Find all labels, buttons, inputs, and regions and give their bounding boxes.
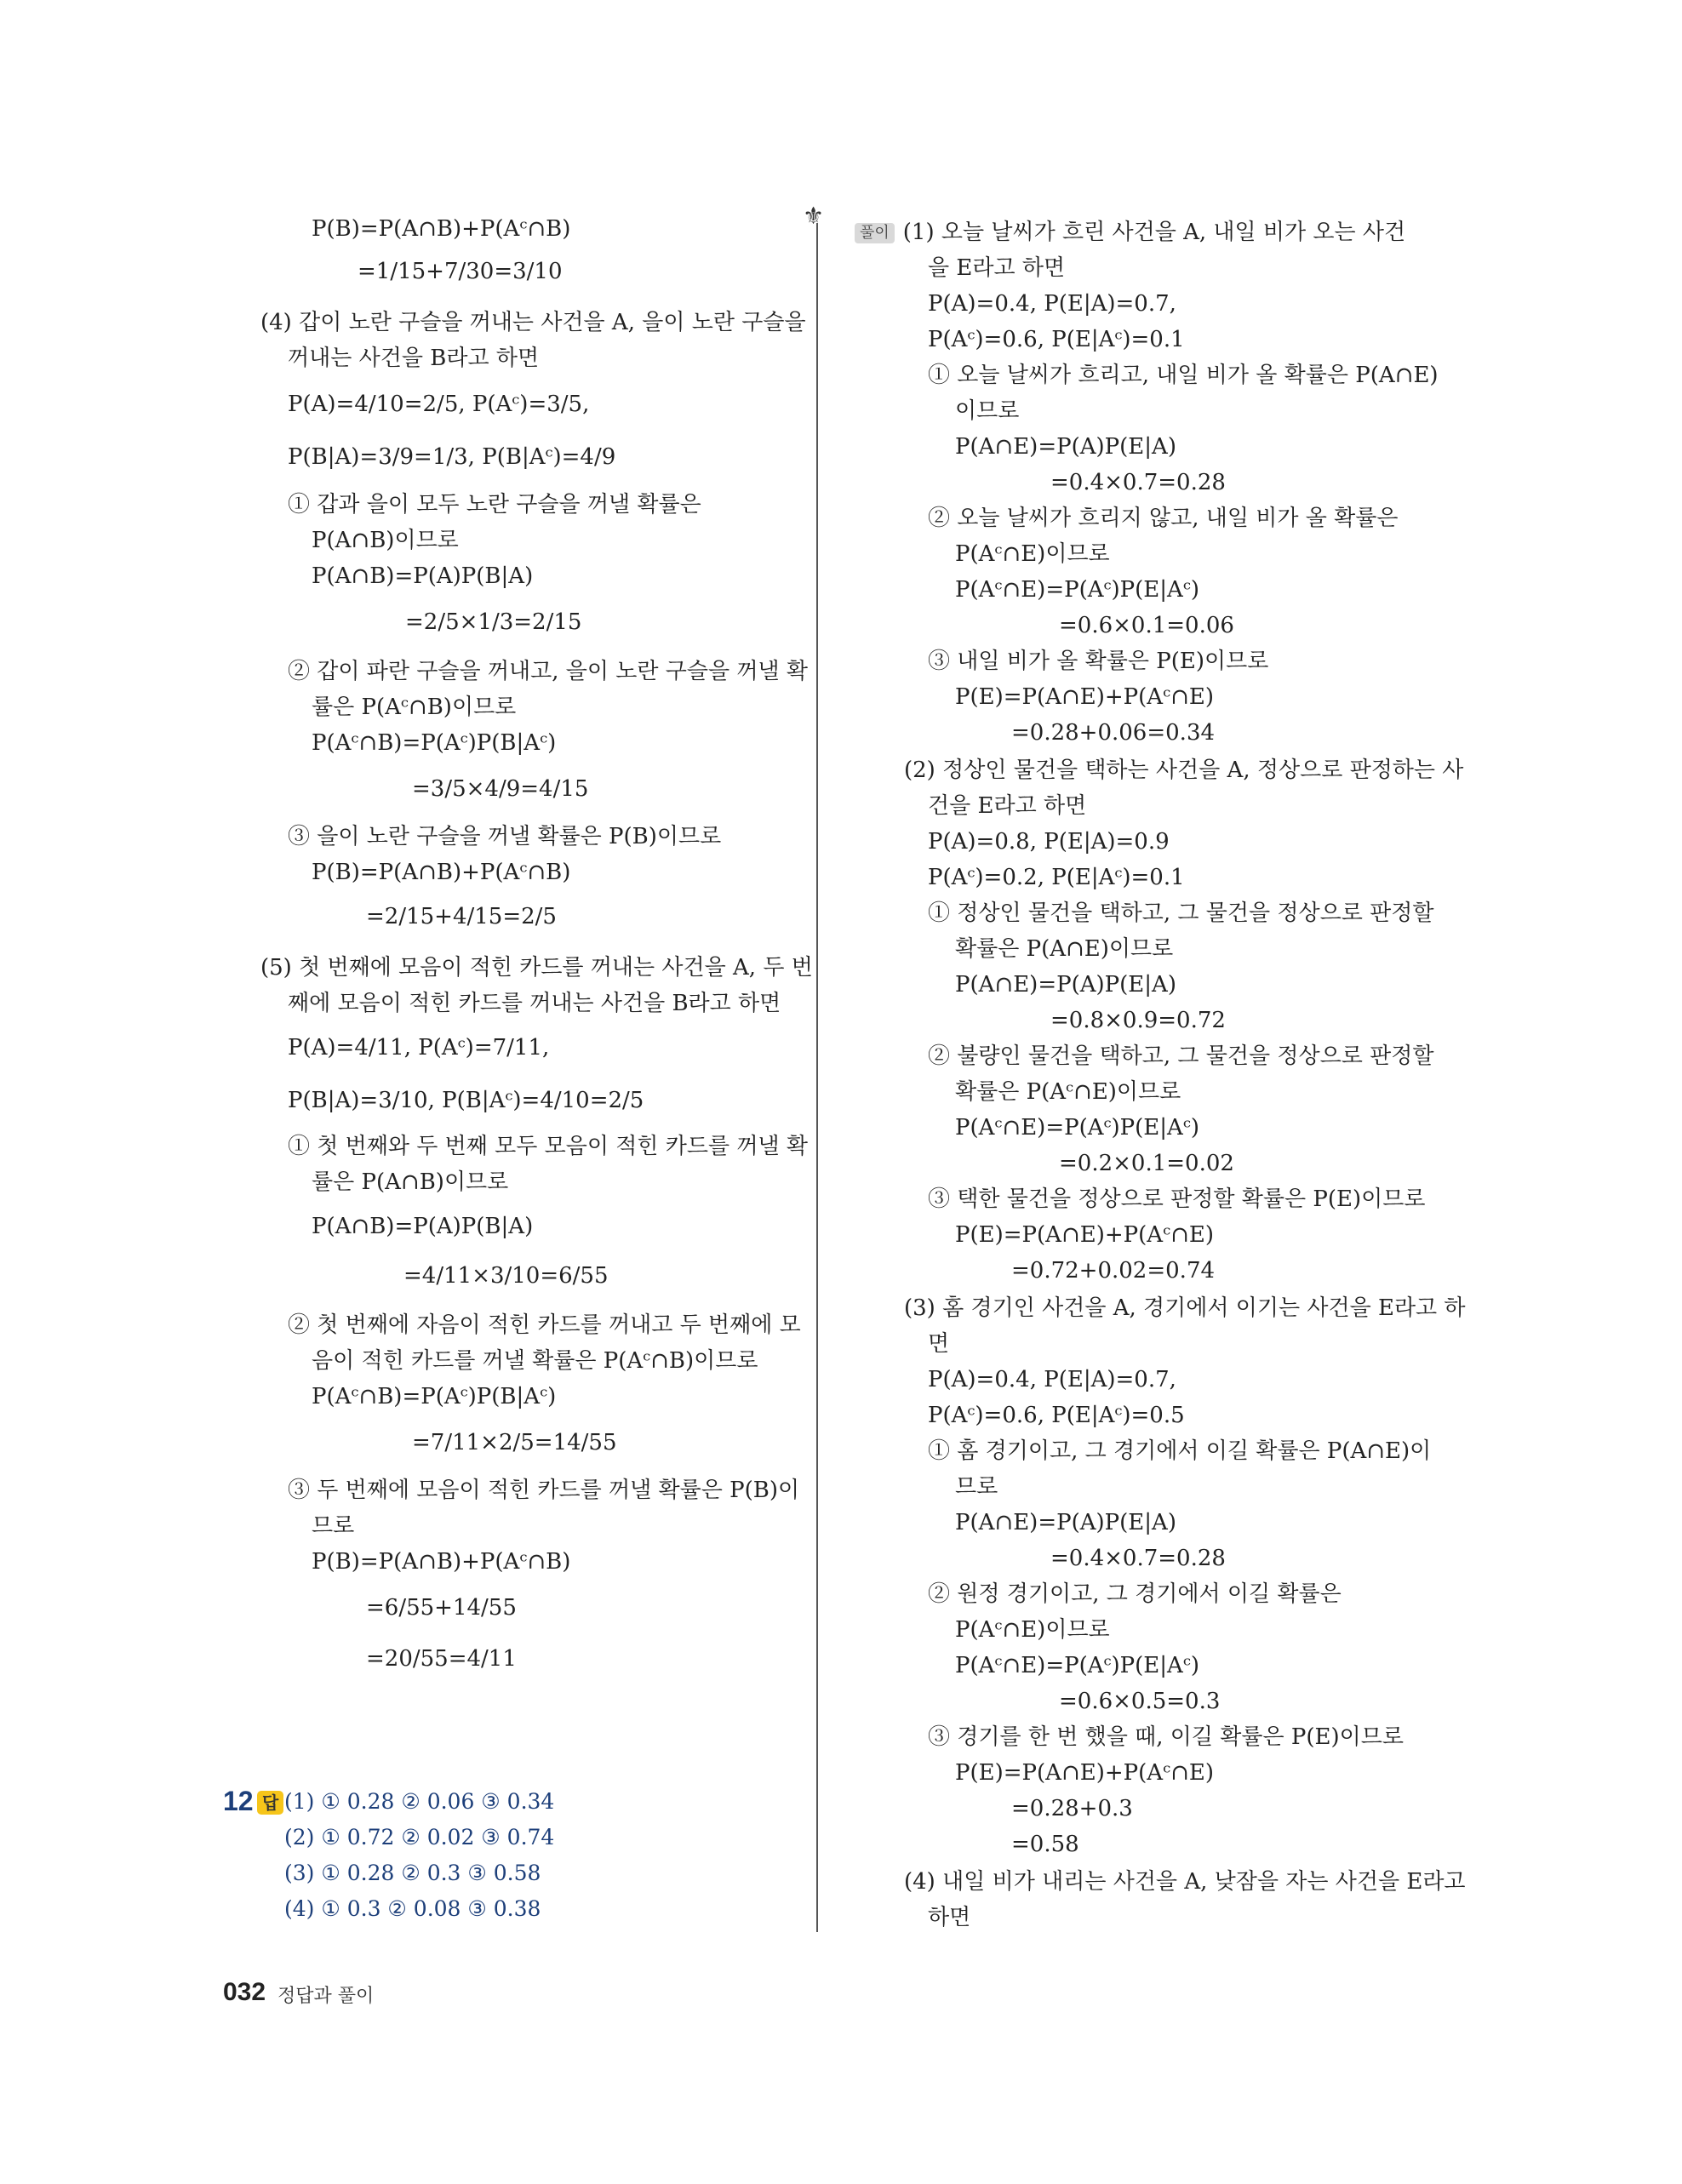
right-text: (2) 정상인 물건을 택하는 사건을 A, 정상으로 판정하는 사 xyxy=(904,758,1464,783)
right-line xyxy=(928,1401,1185,1430)
right-text: ② 불량인 물건을 택하고, 그 물건을 정상으로 판정할 xyxy=(928,1043,1434,1069)
left-text: ① 갑과 을이 모두 노란 구슬을 꺼낼 확률은 xyxy=(288,492,701,517)
right-text: P(Aᶜ∩E)이므로 xyxy=(955,1617,1110,1643)
right-text: (1) 오늘 날씨가 흐린 사건을 A, 내일 비가 오는 사건 xyxy=(902,220,1406,245)
right-text: 므로 xyxy=(955,1474,998,1500)
right-line xyxy=(1050,468,1226,497)
right-line xyxy=(928,1185,1425,1214)
right-text: =0.6×0.1=0.06 xyxy=(1059,613,1234,638)
right-line xyxy=(928,863,1185,892)
left-text: ① 첫 번째와 두 번째 모두 모음이 적힌 카드를 꺼낼 확 xyxy=(288,1134,808,1159)
right-text: =0.2×0.1=0.02 xyxy=(1059,1151,1234,1176)
right-text: (4) 내일 비가 내리는 사건을 A, 낮잠을 자는 사건을 E라고 xyxy=(904,1869,1466,1895)
right-text: ② 원정 경기이고, 그 경기에서 이길 확률은 xyxy=(928,1581,1342,1607)
left-line xyxy=(288,822,721,851)
right-line xyxy=(928,325,1185,354)
right-text: P(Aᶜ)=0.6, P(E|Aᶜ)=0.1 xyxy=(928,327,1185,352)
right-line xyxy=(1011,718,1215,747)
right-line xyxy=(928,1365,1176,1394)
right-text: P(A)=0.4, P(E|A)=0.7, xyxy=(928,291,1176,317)
right-line xyxy=(904,756,1463,785)
left-line xyxy=(288,657,808,686)
right-text: 확률은 P(Aᶜ∩E)이므로 xyxy=(955,1079,1181,1105)
left-text: P(A∩B)이므로 xyxy=(312,528,459,553)
left-line xyxy=(288,1033,549,1062)
right-text: P(A∩E)=P(A)P(E|A) xyxy=(955,434,1176,460)
right-text: P(A)=0.8, P(E|A)=0.9 xyxy=(928,829,1170,855)
right-text: P(Aᶜ)=0.6, P(E|Aᶜ)=0.5 xyxy=(928,1403,1185,1428)
left-text: ③ 을이 노란 구슬을 꺼낼 확률은 P(B)이므로 xyxy=(288,824,722,849)
right-line xyxy=(928,647,1268,676)
right-text: P(E)=P(A∩E)+P(Aᶜ∩E) xyxy=(955,1222,1214,1248)
right-text: =0.28+0.3 xyxy=(1011,1796,1133,1821)
left-line xyxy=(312,1547,570,1576)
right-line xyxy=(928,827,1170,856)
left-line xyxy=(405,608,581,637)
left-text: =7/11×2/5=14/55 xyxy=(412,1430,617,1455)
left-text: =2/5×1/3=2/15 xyxy=(405,609,582,635)
left-text: 률은 P(Aᶜ∩B)이므로 xyxy=(312,695,517,720)
left-line xyxy=(312,526,459,555)
answer-row-3: (3) ① 0.28 ② 0.3 ③ 0.58 xyxy=(284,1861,541,1885)
left-text: (4) 갑이 노란 구슬을 꺼내는 사건을 A, 을이 노란 구슬을 xyxy=(260,310,806,335)
right-text: (3) 홈 경기인 사건을 A, 경기에서 이기는 사건을 E라고 하 xyxy=(904,1295,1466,1321)
left-text: 므로 xyxy=(312,1513,355,1539)
right-line xyxy=(855,218,1405,247)
left-line xyxy=(312,858,570,887)
right-text: P(Aᶜ∩E)=P(Aᶜ)P(E|Aᶜ) xyxy=(955,1115,1199,1141)
right-text: P(Aᶜ∩E)=P(Aᶜ)P(E|Aᶜ) xyxy=(955,1653,1199,1678)
right-line xyxy=(904,1294,1466,1323)
right-line xyxy=(928,1042,1433,1071)
right-text: ③ 내일 비가 올 확률은 P(E)이므로 xyxy=(928,649,1269,674)
left-line xyxy=(403,1261,609,1290)
right-line xyxy=(1059,1687,1220,1716)
right-line xyxy=(955,432,1176,461)
left-text: P(B|A)=3/9=1/3, P(B|Aᶜ)=4/9 xyxy=(288,444,616,470)
right-text: P(Aᶜ∩E)이므로 xyxy=(955,541,1110,567)
right-line xyxy=(1011,1830,1079,1859)
right-line xyxy=(1011,1256,1215,1285)
left-text: =1/15+7/30=3/10 xyxy=(358,259,563,284)
right-line xyxy=(904,1867,1466,1896)
right-line xyxy=(928,792,1086,820)
right-text: ② 오늘 날씨가 흐리지 않고, 내일 비가 올 확률은 xyxy=(928,506,1399,531)
left-text: P(B|A)=3/10, P(B|Aᶜ)=4/10=2/5 xyxy=(288,1088,644,1113)
answer-row-4: (4) ① 0.3 ② 0.08 ③ 0.38 xyxy=(284,1896,541,1921)
question-number: 12 xyxy=(223,1786,254,1816)
left-text: =4/11×3/10=6/55 xyxy=(403,1263,609,1289)
right-text: =0.6×0.5=0.3 xyxy=(1059,1689,1221,1714)
left-text: ③ 두 번째에 모음이 적힌 카드를 꺼낼 확률은 P(B)이 xyxy=(288,1478,800,1503)
left-text: =6/55+14/55 xyxy=(366,1595,517,1621)
left-line xyxy=(312,562,533,591)
solution-badge: 풀이 xyxy=(855,223,895,243)
left-line xyxy=(288,1086,644,1115)
left-line xyxy=(412,775,588,803)
right-line xyxy=(955,1472,998,1501)
left-line xyxy=(412,1428,617,1457)
left-text: P(B)=P(A∩B)+P(Aᶜ∩B) xyxy=(312,1549,571,1575)
right-line xyxy=(1050,1006,1226,1035)
left-line xyxy=(358,257,563,286)
column-divider xyxy=(816,223,818,1932)
left-line xyxy=(366,1593,517,1622)
answer-row-2: (2) ① 0.72 ② 0.02 ③ 0.74 xyxy=(284,1825,555,1850)
right-text: ③ 택한 물건을 정상으로 판정할 확률은 P(E)이므로 xyxy=(928,1186,1426,1212)
left-line xyxy=(366,1644,517,1673)
left-line xyxy=(288,1311,801,1340)
left-line xyxy=(260,953,813,982)
right-text: =0.72+0.02=0.74 xyxy=(1011,1258,1216,1284)
right-line xyxy=(955,1615,1110,1644)
right-text: ③ 경기를 한 번 했을 때, 이길 확률은 P(E)이므로 xyxy=(928,1724,1404,1750)
footer-label: 정답과 풀이 xyxy=(277,1986,375,2007)
answer-row-1: (1) ① 0.28 ② 0.06 ③ 0.34 xyxy=(284,1789,555,1814)
left-line xyxy=(312,1512,354,1541)
right-text: 면 xyxy=(928,1331,950,1357)
right-text: ① 정상인 물건을 택하고, 그 물건을 정상으로 판정할 xyxy=(928,900,1434,926)
left-text: 꺼내는 사건을 B라고 하면 xyxy=(288,346,540,371)
left-line xyxy=(288,1132,808,1161)
right-line xyxy=(955,397,1019,426)
left-text: ② 첫 번째에 자음이 적힌 카드를 꺼내고 두 번째에 모 xyxy=(288,1312,801,1338)
right-line xyxy=(928,1437,1431,1466)
right-text: =0.58 xyxy=(1011,1832,1079,1857)
right-line xyxy=(955,683,1214,712)
left-text: =3/5×4/9=4/15 xyxy=(412,776,589,802)
right-line xyxy=(955,970,1176,999)
right-line xyxy=(928,254,1065,283)
left-line xyxy=(312,1382,556,1411)
right-line xyxy=(955,1113,1199,1142)
left-line xyxy=(312,1168,508,1197)
right-line xyxy=(928,289,1176,318)
right-line xyxy=(955,1758,1214,1787)
answer-badge: 답 xyxy=(257,1791,283,1815)
right-line xyxy=(928,504,1398,533)
left-line xyxy=(312,693,516,722)
right-text: =0.4×0.7=0.28 xyxy=(1050,470,1226,495)
left-text: P(A)=4/11, P(Aᶜ)=7/11, xyxy=(288,1035,550,1061)
right-text: =0.8×0.9=0.72 xyxy=(1050,1008,1226,1033)
left-text: P(A)=4/10=2/5, P(Aᶜ)=3/5, xyxy=(288,392,590,417)
page-number: 032 xyxy=(223,1978,266,2006)
right-text: P(A∩E)=P(A)P(E|A) xyxy=(955,972,1176,998)
right-line xyxy=(1059,611,1234,640)
left-text: P(Aᶜ∩B)=P(Aᶜ)P(B|Aᶜ) xyxy=(312,730,557,756)
left-text: =20/55=4/11 xyxy=(366,1646,517,1672)
right-text: ① 홈 경기이고, 그 경기에서 이길 확률은 P(A∩E)이 xyxy=(928,1438,1432,1464)
right-line xyxy=(955,1508,1176,1537)
right-line xyxy=(955,575,1199,604)
left-line xyxy=(288,344,539,373)
right-text: P(A∩E)=P(A)P(E|A) xyxy=(955,1510,1176,1535)
right-text: P(Aᶜ∩E)=P(Aᶜ)P(E|Aᶜ) xyxy=(955,577,1199,603)
left-line xyxy=(312,729,556,758)
left-text: P(B)=P(A∩B)+P(Aᶜ∩B) xyxy=(312,216,571,242)
right-text: 을 E라고 하면 xyxy=(928,255,1066,281)
right-line xyxy=(928,1723,1404,1752)
left-line xyxy=(288,490,701,519)
right-line xyxy=(955,935,1173,963)
left-line xyxy=(288,989,781,1018)
left-line xyxy=(288,443,615,472)
right-text: 확률은 P(A∩E)이므로 xyxy=(955,936,1174,962)
right-line xyxy=(955,1651,1199,1680)
left-text: 째에 모음이 적힌 카드를 꺼내는 사건을 B라고 하면 xyxy=(288,991,781,1016)
left-text: P(Aᶜ∩B)=P(Aᶜ)P(B|Aᶜ) xyxy=(312,1384,557,1409)
right-line xyxy=(955,540,1110,569)
right-line xyxy=(928,1903,970,1932)
left-text: 음이 적힌 카드를 꺼낼 확률은 P(Aᶜ∩B)이므로 xyxy=(312,1348,758,1374)
right-line xyxy=(928,1329,949,1358)
left-text: P(A∩B)=P(A)P(B|A) xyxy=(312,563,534,589)
right-text: 이므로 xyxy=(955,398,1020,424)
left-text: ② 갑이 파란 구슬을 꺼내고, 을이 노란 구슬을 꺼낼 확 xyxy=(288,659,808,684)
right-line xyxy=(928,899,1433,928)
left-line xyxy=(312,1346,758,1375)
left-line xyxy=(366,902,557,931)
right-text: P(A)=0.4, P(E|A)=0.7, xyxy=(928,1367,1176,1392)
right-text: 하면 xyxy=(928,1905,971,1930)
ornament-icon: ⚜ xyxy=(803,202,825,230)
right-text: P(E)=P(A∩E)+P(Aᶜ∩E) xyxy=(955,1760,1214,1786)
left-line xyxy=(288,1476,799,1505)
right-line xyxy=(928,1580,1342,1609)
left-line xyxy=(312,1212,533,1241)
left-text: P(A∩B)=P(A)P(B|A) xyxy=(312,1214,534,1239)
right-line xyxy=(1059,1149,1234,1178)
right-text: 건을 E라고 하면 xyxy=(928,793,1087,819)
right-text: P(E)=P(A∩E)+P(Aᶜ∩E) xyxy=(955,684,1214,710)
right-text: =0.28+0.06=0.34 xyxy=(1011,720,1216,746)
right-line xyxy=(1011,1794,1133,1823)
right-text: =0.4×0.7=0.28 xyxy=(1050,1546,1226,1571)
right-text: P(Aᶜ)=0.2, P(E|Aᶜ)=0.1 xyxy=(928,865,1185,890)
right-line xyxy=(1050,1544,1226,1573)
left-line xyxy=(312,214,570,243)
left-line xyxy=(260,308,806,337)
left-text: =2/15+4/15=2/5 xyxy=(366,904,557,929)
right-line xyxy=(928,361,1439,390)
left-text: P(B)=P(A∩B)+P(Aᶜ∩B) xyxy=(312,860,571,885)
left-text: (5) 첫 번째에 모음이 적힌 카드를 꺼내는 사건을 A, 두 번 xyxy=(260,955,813,981)
left-text: 률은 P(A∩B)이므로 xyxy=(312,1169,509,1195)
left-line xyxy=(288,390,589,419)
right-text: ① 오늘 날씨가 흐리고, 내일 비가 올 확률은 P(A∩E) xyxy=(928,363,1439,388)
right-line xyxy=(955,1221,1214,1249)
right-line xyxy=(955,1078,1181,1106)
